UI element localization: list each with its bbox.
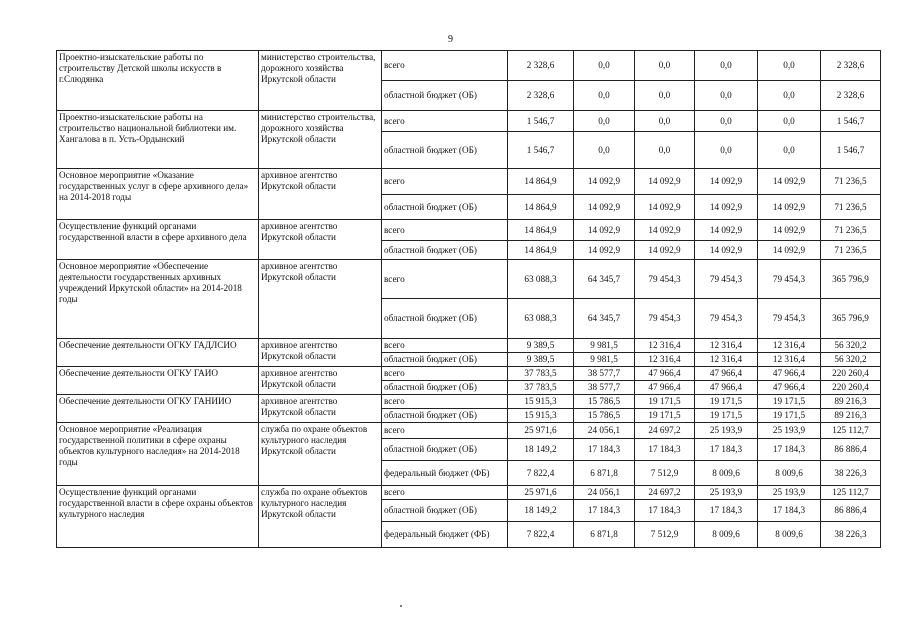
year-value: 24 056,1 [574, 486, 635, 500]
year-value: 15 786,5 [574, 395, 635, 409]
table-row [57, 395, 881, 409]
funding-source: областной бюджет (ОБ) [382, 381, 508, 395]
year-value: 63 088,3 [508, 299, 574, 339]
funding-source: всего [382, 395, 508, 409]
year-value: 14 092,9 [758, 241, 821, 260]
year-value: 64 345,7 [574, 299, 635, 339]
year-value: 14 092,9 [635, 195, 695, 220]
year-value: 17 184,3 [695, 500, 758, 522]
year-value: 12 316,4 [758, 339, 821, 353]
total-value: 71 236,5 [821, 169, 881, 195]
executor: служба по охране объектов культурного наследия Иркутской области [259, 486, 382, 548]
year-value: 15 786,5 [574, 409, 635, 423]
year-value: 38 577,7 [574, 367, 635, 381]
year-value: 47 966,4 [758, 367, 821, 381]
year-value: 24 697,2 [635, 423, 695, 439]
total-value: 56 320,2 [821, 339, 881, 353]
year-value: 0,0 [635, 51, 695, 81]
funding-source: всего [382, 220, 508, 241]
total-value: 220 260,4 [821, 367, 881, 381]
year-value: 1 546,7 [508, 132, 574, 169]
executor: архивное агентство Иркутской области [259, 260, 382, 339]
year-value: 79 454,3 [758, 299, 821, 339]
year-value: 14 092,9 [635, 169, 695, 195]
year-value: 14 092,9 [635, 220, 695, 241]
year-value: 14 092,9 [758, 169, 821, 195]
year-value: 19 171,5 [635, 395, 695, 409]
total-value: 125 112,7 [821, 423, 881, 439]
year-value: 25 971,6 [508, 486, 574, 500]
year-value: 14 864,9 [508, 169, 574, 195]
year-value: 14 092,9 [574, 169, 635, 195]
total-value: 2 328,6 [821, 81, 881, 111]
year-value: 17 184,3 [574, 439, 635, 461]
activity-name: Обеспечение деятельности ОГКУ ГАДЛСИО [57, 339, 259, 367]
year-value: 17 184,3 [635, 500, 695, 522]
total-value: 1 546,7 [821, 132, 881, 169]
year-value: 25 193,9 [758, 486, 821, 500]
budget-table [56, 50, 881, 548]
executor: архивное агентство Иркутской области [259, 395, 382, 423]
total-value: 86 886,4 [821, 500, 881, 522]
year-value: 19 171,5 [758, 409, 821, 423]
year-value: 37 783,5 [508, 381, 574, 395]
year-value: 7 822,4 [508, 522, 574, 548]
year-value: 25 971,6 [508, 423, 574, 439]
year-value: 8 009,6 [695, 522, 758, 548]
year-value: 17 184,3 [758, 500, 821, 522]
year-value: 14 092,9 [574, 220, 635, 241]
year-value: 0,0 [758, 132, 821, 169]
year-value: 2 328,6 [508, 81, 574, 111]
table-row [57, 51, 881, 81]
activity-name: Проектно-изыскательские работы на строительство национальной библиотеки им. Хангалова в п. Усть-Ордынский [57, 111, 259, 169]
year-value: 0,0 [695, 111, 758, 132]
year-value: 47 966,4 [635, 367, 695, 381]
executor: архивное агентство Иркутской области [259, 169, 382, 220]
year-value: 12 316,4 [635, 339, 695, 353]
total-value: 71 236,5 [821, 241, 881, 260]
total-value: 38 226,3 [821, 461, 881, 486]
funding-source: всего [382, 367, 508, 381]
table-row [57, 367, 881, 381]
executor: архивное агентство Иркутской области [259, 339, 382, 367]
year-value: 6 871,8 [574, 461, 635, 486]
year-value: 8 009,6 [758, 461, 821, 486]
year-value: 24 697,2 [635, 486, 695, 500]
year-value: 9 389,5 [508, 353, 574, 367]
year-value: 8 009,6 [695, 461, 758, 486]
funding-source: областной бюджет (ОБ) [382, 299, 508, 339]
year-value: 47 966,4 [758, 381, 821, 395]
year-value: 7 822,4 [508, 461, 574, 486]
funding-source: областной бюджет (ОБ) [382, 500, 508, 522]
year-value: 0,0 [635, 111, 695, 132]
table-row [57, 111, 881, 132]
year-value: 0,0 [574, 51, 635, 81]
year-value: 47 966,4 [695, 367, 758, 381]
year-value: 63 088,3 [508, 260, 574, 299]
total-value: 71 236,5 [821, 220, 881, 241]
year-value: 47 966,4 [635, 381, 695, 395]
year-value: 14 092,9 [695, 220, 758, 241]
year-value: 17 184,3 [758, 439, 821, 461]
year-value: 0,0 [635, 132, 695, 169]
year-value: 18 149,2 [508, 439, 574, 461]
year-value: 15 915,3 [508, 395, 574, 409]
table-row [57, 169, 881, 195]
page-number: 9 [448, 34, 453, 45]
year-value: 18 149,2 [508, 500, 574, 522]
total-value: 71 236,5 [821, 195, 881, 220]
funding-source: всего [382, 423, 508, 439]
funding-source: областной бюджет (ОБ) [382, 439, 508, 461]
funding-source: областной бюджет (ОБ) [382, 353, 508, 367]
year-value: 14 092,9 [695, 195, 758, 220]
funding-source: областной бюджет (ОБ) [382, 195, 508, 220]
year-value: 64 345,7 [574, 260, 635, 299]
year-value: 17 184,3 [574, 500, 635, 522]
year-value: 1 546,7 [508, 111, 574, 132]
year-value: 8 009,6 [758, 522, 821, 548]
year-value: 9 981,5 [574, 339, 635, 353]
executor: министерство строительства, дорожного хозяйства Иркутской области [259, 111, 382, 169]
year-value: 2 328,6 [508, 51, 574, 81]
year-value: 14 092,9 [574, 241, 635, 260]
funding-source: всего [382, 486, 508, 500]
year-value: 19 171,5 [758, 395, 821, 409]
year-value: 14 864,9 [508, 195, 574, 220]
year-value: 0,0 [574, 132, 635, 169]
year-value: 37 783,5 [508, 367, 574, 381]
year-value: 12 316,4 [758, 353, 821, 367]
total-value: 86 886,4 [821, 439, 881, 461]
funding-source: областной бюджет (ОБ) [382, 132, 508, 169]
year-value: 15 915,3 [508, 409, 574, 423]
table-row [57, 260, 881, 299]
total-value: 2 328,6 [821, 51, 881, 81]
year-value: 7 512,9 [635, 522, 695, 548]
total-value: 220 260,4 [821, 381, 881, 395]
year-value: 6 871,8 [574, 522, 635, 548]
year-value: 9 389,5 [508, 339, 574, 353]
executor: архивное агентство Иркутской области [259, 220, 382, 260]
funding-source: всего [382, 51, 508, 81]
year-value: 47 966,4 [695, 381, 758, 395]
year-value: 0,0 [574, 111, 635, 132]
year-value: 14 864,9 [508, 220, 574, 241]
year-value: 14 092,9 [695, 169, 758, 195]
year-value: 0,0 [758, 51, 821, 81]
activity-name: Проектно-изыскательские работы по строительству Детской школы искусств в г.Слюдянка [57, 51, 259, 111]
year-value: 14 864,9 [508, 241, 574, 260]
year-value: 14 092,9 [758, 195, 821, 220]
funding-source: областной бюджет (ОБ) [382, 241, 508, 260]
year-value: 79 454,3 [695, 299, 758, 339]
activity-name: Основное мероприятие «Обеспечение деятельности государственных архивных учреждений Иркутской области» на 2014-2018 годы [57, 260, 259, 339]
year-value: 7 512,9 [635, 461, 695, 486]
total-value: 56 320,2 [821, 353, 881, 367]
total-value: 89 216,3 [821, 409, 881, 423]
year-value: 14 092,9 [635, 241, 695, 260]
scan-speck [400, 605, 402, 607]
year-value: 79 454,3 [758, 260, 821, 299]
executor: служба по охране объектов культурного наследия Иркутской области [259, 423, 382, 486]
total-value: 365 796,9 [821, 299, 881, 339]
year-value: 0,0 [695, 51, 758, 81]
total-value: 365 796,9 [821, 260, 881, 299]
activity-name: Обеспечение деятельности ОГКУ ГАИО [57, 367, 259, 395]
year-value: 79 454,3 [695, 260, 758, 299]
year-value: 14 092,9 [758, 220, 821, 241]
year-value: 19 171,5 [635, 409, 695, 423]
funding-source: всего [382, 260, 508, 299]
year-value: 17 184,3 [695, 439, 758, 461]
year-value: 79 454,3 [635, 260, 695, 299]
funding-source: всего [382, 111, 508, 132]
funding-source: областной бюджет (ОБ) [382, 81, 508, 111]
year-value: 9 981,5 [574, 353, 635, 367]
activity-name: Осуществление функций органами государственной власти в сфере архивного дела [57, 220, 259, 260]
funding-source: федеральный бюджет (ФБ) [382, 522, 508, 548]
funding-source: областной бюджет (ОБ) [382, 409, 508, 423]
activity-name: Осуществление функций органами государственной власти в сфере охраны объектов культурного наследия [57, 486, 259, 548]
year-value: 0,0 [758, 81, 821, 111]
table-row [57, 220, 881, 241]
year-value: 0,0 [758, 111, 821, 132]
year-value: 12 316,4 [635, 353, 695, 367]
year-value: 0,0 [635, 81, 695, 111]
activity-name: Основное мероприятие «Оказание государственных услуг в сфере архивного дела» на 2014-2018 годы [57, 169, 259, 220]
year-value: 19 171,5 [695, 409, 758, 423]
total-value: 38 226,3 [821, 522, 881, 548]
activity-name: Обеспечение деятельности ОГКУ ГАНИИО [57, 395, 259, 423]
funding-source: всего [382, 339, 508, 353]
executor: министерство строительства, дорожного хозяйства Иркутской области [259, 51, 382, 111]
year-value: 0,0 [695, 81, 758, 111]
table-body [57, 51, 881, 548]
activity-name: Основное мероприятие «Реализация государственной политики в сфере охраны объектов культурного наследия» на 2014-2018 годы [57, 423, 259, 486]
total-value: 125 112,7 [821, 486, 881, 500]
year-value: 24 056,1 [574, 423, 635, 439]
year-value: 14 092,9 [574, 195, 635, 220]
year-value: 25 193,9 [695, 486, 758, 500]
year-value: 12 316,4 [695, 339, 758, 353]
year-value: 38 577,7 [574, 381, 635, 395]
funding-source: федеральный бюджет (ФБ) [382, 461, 508, 486]
table-row [57, 423, 881, 439]
funding-source: всего [382, 169, 508, 195]
total-value: 1 546,7 [821, 111, 881, 132]
year-value: 25 193,9 [758, 423, 821, 439]
executor: архивное агентство Иркутской области [259, 367, 382, 395]
year-value: 19 171,5 [695, 395, 758, 409]
year-value: 12 316,4 [695, 353, 758, 367]
table-row [57, 339, 881, 353]
year-value: 14 092,9 [695, 241, 758, 260]
year-value: 25 193,9 [695, 423, 758, 439]
total-value: 89 216,3 [821, 395, 881, 409]
year-value: 0,0 [574, 81, 635, 111]
year-value: 17 184,3 [635, 439, 695, 461]
year-value: 79 454,3 [635, 299, 695, 339]
table-row [57, 486, 881, 500]
year-value: 0,0 [695, 132, 758, 169]
